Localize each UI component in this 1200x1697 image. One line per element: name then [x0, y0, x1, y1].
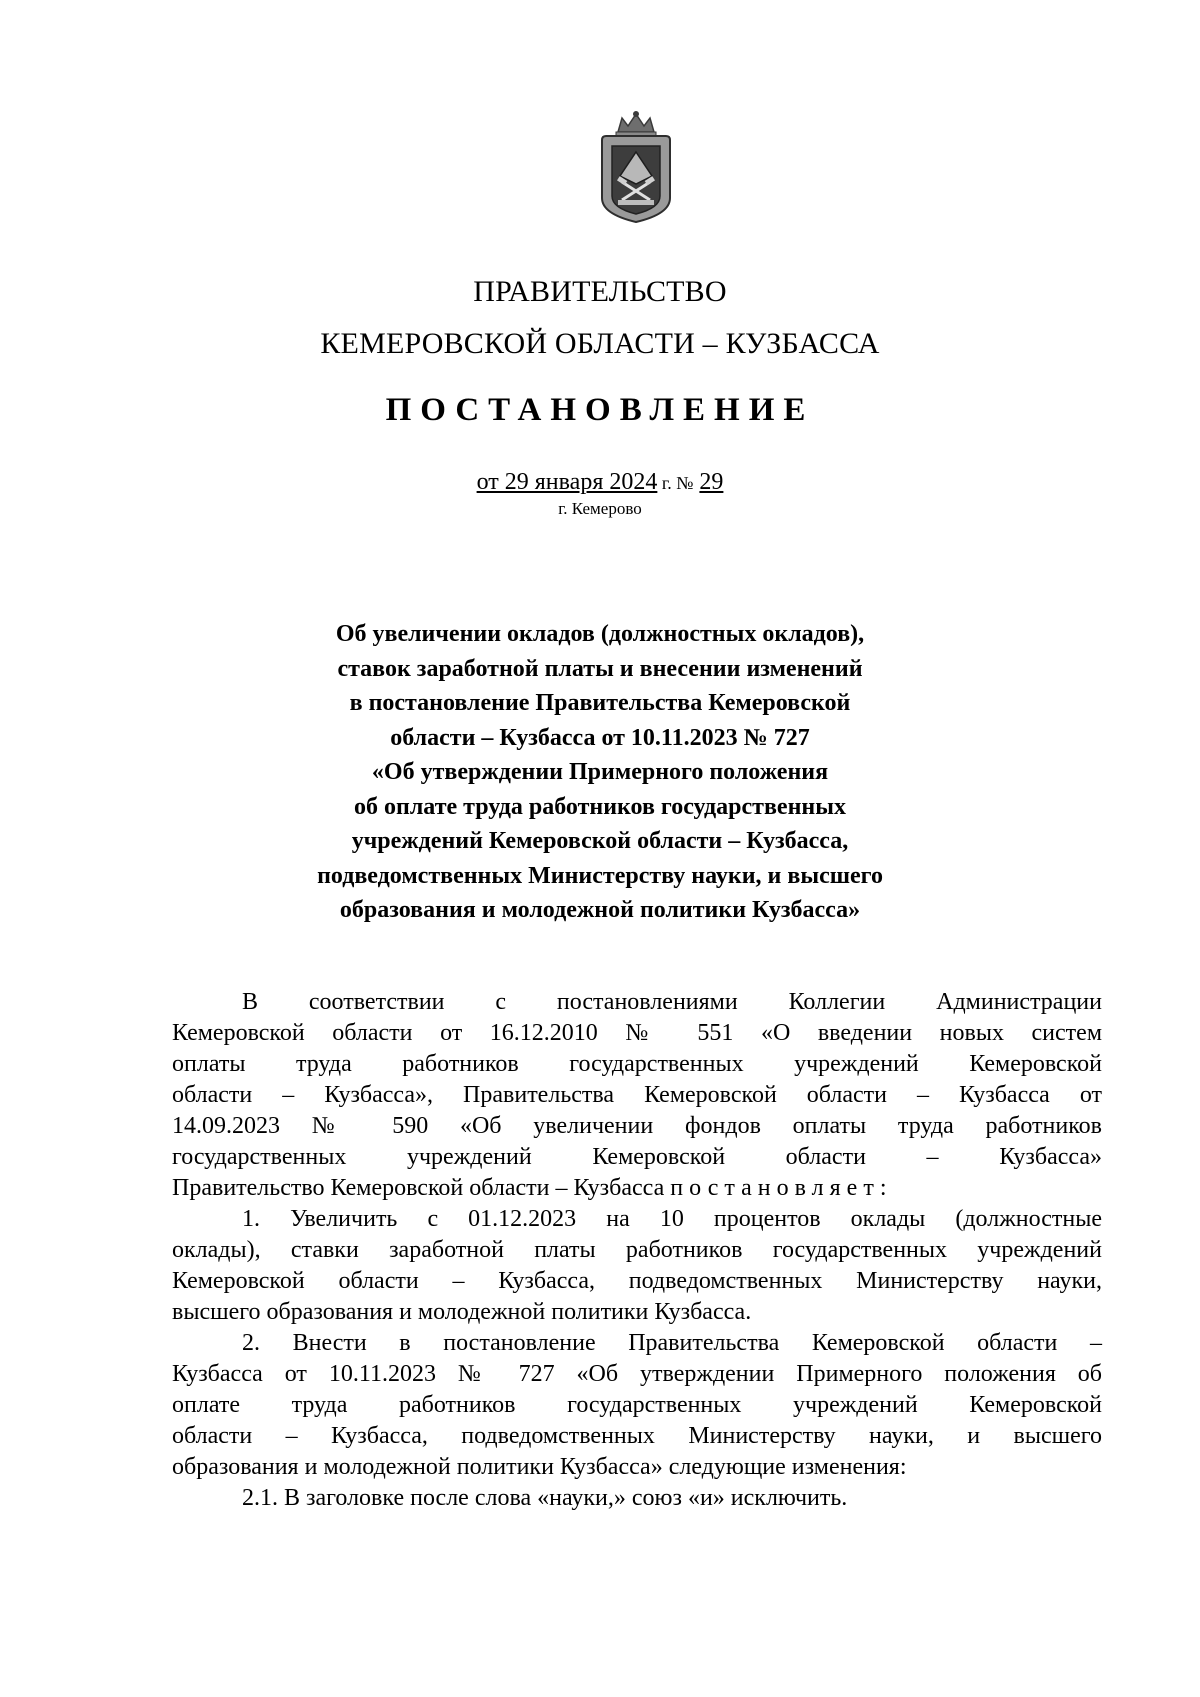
document-date: от 29 января 2024 [476, 469, 658, 495]
title-line: «Об утверждении Примерного положения [371, 759, 829, 785]
title-line: Об увеличении окладов (должностных окладов), [335, 621, 865, 647]
coat-of-arms-kuzbass-icon [588, 110, 684, 226]
body-line: высшего образования и молодежной политики Кузбасса. [172, 1299, 752, 1325]
body-line: области – Кузбасса, подведомственных Министерству науки, и высшего [172, 1423, 1102, 1449]
body-line: образования и молодежной политики Кузбасса» следующие изменения: [172, 1454, 907, 1480]
body-line: государственных учреждений Кемеровской области – Кузбасса» [172, 1144, 1102, 1170]
body-line: оклады), ставки заработной платы работников государственных учреждений [172, 1237, 1102, 1263]
title-line: в постановление Правительства Кемеровской [349, 690, 851, 716]
body-line [172, 1173, 1102, 1204]
body-line: 2.1. В заголовке после слова «науки,» союз «и» исключить. [242, 1485, 848, 1511]
year-suffix: г. [657, 473, 677, 493]
body-line: 2. Внести в постановление Правительства Кемеровской области – [242, 1330, 1102, 1356]
document-city: г. Кемерово [558, 499, 642, 518]
title-line: подведомственных Министерству науки, и высшего [317, 862, 883, 889]
document-type-heading: ПОСТАНОВЛЕНИЕ [385, 392, 815, 428]
body-line: 14.09.2023 № 590 «Об увеличении фондов оплаты труда работников [172, 1113, 1102, 1139]
body-line: 1. Увеличить с 01.12.2023 на 10 процентов оклады (должностные [242, 1206, 1102, 1232]
title-line: учреждений Кемеровской области – Кузбасса, [351, 828, 849, 854]
number-sign: № [676, 473, 694, 493]
body-line: Кузбасса от 10.11.2023 № 727 «Об утверждении Примерного положения об [172, 1361, 1102, 1387]
body-line: оплаты труда работников государственных учреждений Кемеровской [172, 1051, 1102, 1077]
resolution-verb: постановляет: [670, 1175, 893, 1201]
body-text: Правительство Кемеровской области – Кузбасса [172, 1175, 671, 1201]
title-line: области – Кузбасса от 10.11.2023 № 727 [390, 724, 810, 751]
title-line: образования и молодежной политики Кузбасса» [339, 897, 861, 923]
document-title [240, 617, 960, 928]
org-name-line-1: ПРАВИТЕЛЬСТВО [473, 275, 727, 308]
body-line: В соответствии с постановлениями Коллегии Администрации [242, 989, 1102, 1015]
body-line: Кемеровской области от 16.12.2010 № 551 «О введении новых систем [172, 1020, 1102, 1046]
body-line: Кемеровской области – Кузбасса, подведомственных Министерству науки, [172, 1268, 1102, 1294]
body-line: области – Кузбасса», Правительства Кемеровской области – Кузбасса от [172, 1082, 1102, 1108]
document-number: 29 [699, 469, 724, 495]
title-line: ставок заработной платы и внесении изменений [337, 655, 863, 682]
body-line: оплате труда работников государственных учреждений Кемеровской [172, 1392, 1102, 1418]
org-name-line-2: КЕМЕРОВСКОЙ ОБЛАСТИ – КУЗБАССА [320, 327, 880, 360]
title-line: об оплате труда работников государственных [354, 793, 846, 820]
document-body [172, 987, 1102, 1514]
document-date-number [0, 467, 1200, 498]
